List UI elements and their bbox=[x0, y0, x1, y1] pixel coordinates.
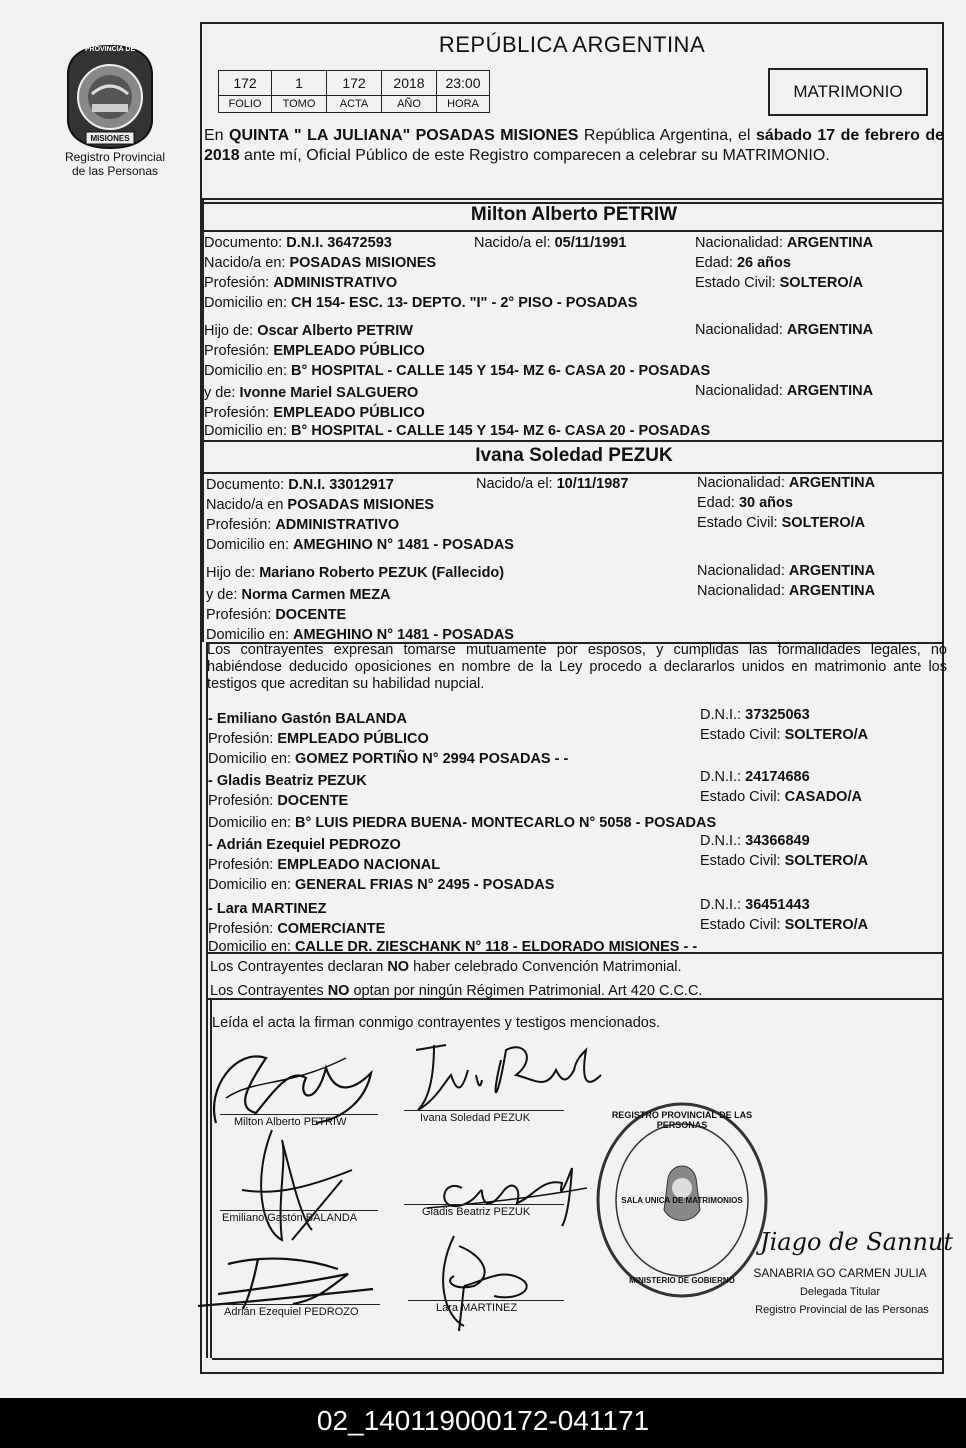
witness-civil-status: SOLTERO/A bbox=[784, 853, 869, 869]
registry-caption: Registro Provincial de las Personas bbox=[64, 150, 166, 178]
witness-profession: DOCENTE bbox=[277, 793, 349, 809]
witness-profession: EMPLEADO NACIONAL bbox=[277, 857, 441, 873]
signature-label: Emiliano Gastón BALANDA bbox=[222, 1212, 358, 1224]
tomo-value: 1 bbox=[272, 71, 327, 96]
witness-name: - Gladis Beatriz PEZUK bbox=[208, 773, 367, 789]
spouse2-profession: ADMINISTRATIVO bbox=[275, 517, 400, 533]
divider bbox=[212, 1358, 944, 1360]
spouse1-birthdate: 05/11/1991 bbox=[554, 235, 627, 251]
seal-bottom-text: MISIONES bbox=[90, 134, 130, 143]
tomo-label: TOMO bbox=[272, 96, 327, 113]
time-value: 23:00 bbox=[437, 71, 490, 96]
spouse2-dni: D.N.I. 33012917 bbox=[288, 477, 394, 493]
official-name: SANABRIA GO CARMEN JULIA bbox=[753, 1266, 927, 1280]
spouse2-father: Mariano Roberto PEZUK (Fallecido) bbox=[259, 565, 505, 581]
spouse2-mother-address: AMEGHINO N° 1481 - POSADAS bbox=[293, 627, 514, 643]
convention-line-2: Los Contrayentes NO optan por ningún Régimen Patrimonial. Art 420 C.C.C. bbox=[210, 983, 703, 999]
signature-label: Milton Alberto PETRIW bbox=[234, 1116, 347, 1128]
spouse1-nationality: ARGENTINA bbox=[786, 235, 874, 251]
seal-top-text: PROVINCIA DE bbox=[84, 46, 136, 53]
witness-name: - Adrián Ezequiel PEDROZO bbox=[208, 837, 401, 853]
divider bbox=[202, 230, 944, 232]
spouse1-mother-nationality: ARGENTINA bbox=[786, 383, 874, 399]
spouse2-birthdate: 10/11/1987 bbox=[556, 476, 629, 492]
witness-profession: EMPLEADO PÚBLICO bbox=[277, 731, 429, 747]
spouse1-profession: ADMINISTRATIVO bbox=[273, 275, 398, 291]
year-value: 2018 bbox=[382, 71, 437, 96]
witness-address: CALLE DR. ZIESCHANK N° 118 - ELDORADO MISIONES - - bbox=[295, 939, 698, 955]
stamp-outer-text: REGISTRO PROVINCIAL DE LAS PERSONAS bbox=[611, 1110, 753, 1130]
witness-dni: 24174686 bbox=[745, 769, 810, 785]
spouse1-father-profession: EMPLEADO PÚBLICO bbox=[273, 343, 425, 359]
spouse2-mother: Norma Carmen MEZA bbox=[241, 587, 391, 603]
page-title: REPÚBLICA ARGENTINA bbox=[438, 32, 706, 57]
convention-line-1: Los Contrayentes declaran NO haber celebrado Convención Matrimonial. bbox=[210, 959, 682, 975]
time-label: HORA bbox=[437, 96, 490, 113]
witness-name: - Emiliano Gastón BALANDA bbox=[208, 711, 407, 727]
spouse1-name: Milton Alberto PETRIW bbox=[470, 204, 678, 225]
spouse2-birthplace: POSADAS MISIONES bbox=[287, 497, 435, 513]
spouse1-mother: Ivonne Mariel SALGUERO bbox=[239, 385, 419, 401]
spouse1-birthplace: POSADAS MISIONES bbox=[289, 255, 437, 271]
spouse1-father-address: B° HOSPITAL - CALLE 145 Y 154- MZ 6- CASA 20 - POSADAS bbox=[291, 363, 711, 379]
document-type-box: MATRIMONIO bbox=[768, 68, 928, 116]
witness-profession: COMERCIANTE bbox=[277, 921, 386, 937]
witness-dni: 34366849 bbox=[745, 833, 810, 849]
signature-label: Adrián Ezequiel PEDROZO bbox=[224, 1306, 359, 1318]
official-organization: Registro Provincial de las Personas bbox=[755, 1304, 929, 1316]
acta-label: ACTA bbox=[327, 96, 382, 113]
witness-civil-status: SOLTERO/A bbox=[784, 917, 869, 933]
intro-paragraph: En QUINTA " LA JULIANA" POSADAS MISIONES República Argentina, el sábado 17 de febrero de 2018 ante mí, Oficial Público de este Registro comparecen a celebrar su MATRIMONIO. bbox=[204, 127, 945, 164]
declaration-paragraph: Los contrayentes expresan tomarse mutuamente por esposos, y cumplidas las formalidades legales, no habiéndose deducido oposiciones en nombre de la Ley procedo a declararlos unidos en matrimonio ante los testigos que acreditan su habilidad nupcial. bbox=[207, 642, 947, 692]
official-signature: Jiago de Sannut bbox=[760, 1228, 954, 1256]
witness-dni: 36451443 bbox=[745, 897, 810, 913]
spouse2-nationality: ARGENTINA bbox=[788, 475, 876, 491]
witness-address: GOMEZ PORTIÑO N° 2994 POSADAS - - bbox=[295, 751, 569, 767]
signature-ivana bbox=[406, 1030, 606, 1120]
acta-value: 172 bbox=[327, 71, 382, 96]
spouse1-mother-profession: EMPLEADO PÚBLICO bbox=[273, 405, 425, 421]
folio-value: 172 bbox=[219, 71, 272, 96]
signature-label: Gladis Beatriz PEZUK bbox=[422, 1206, 531, 1218]
spouse1-civil-status: SOLTERO/A bbox=[779, 275, 864, 291]
folio-label: FOLIO bbox=[219, 96, 272, 113]
spouse1-dni: D.N.I. 36472593 bbox=[286, 235, 392, 251]
divider bbox=[202, 440, 944, 442]
signature-label: Lara MARTINEZ bbox=[436, 1302, 518, 1314]
spouse1-father-nationality: ARGENTINA bbox=[786, 322, 874, 338]
spouse1-mother-address: B° HOSPITAL - CALLE 145 Y 154- MZ 6- CASA 20 - POSADAS bbox=[291, 423, 711, 439]
spouse1-address: CH 154- ESC. 13- DEPTO. "I" - 2° PISO - POSADAS bbox=[291, 295, 638, 311]
spouse2-address: AMEGHINO N° 1481 - POSADAS bbox=[293, 537, 514, 553]
witness-address: B° LUIS PIEDRA BUENA- MONTECARLO N° 5058 - POSADAS bbox=[295, 815, 717, 831]
witness-civil-status: SOLTERO/A bbox=[784, 727, 869, 743]
spouse2-civil-status: SOLTERO/A bbox=[781, 515, 866, 531]
official-role: Delegada Titular bbox=[799, 1286, 881, 1298]
spouse2-mother-nationality: ARGENTINA bbox=[788, 583, 876, 599]
signature-emiliano bbox=[232, 1120, 362, 1250]
spouse2-mother-profession: DOCENTE bbox=[275, 607, 347, 623]
spouse1-father: Oscar Alberto PETRIW bbox=[257, 323, 413, 339]
witness-name: - Lara MARTINEZ bbox=[208, 901, 327, 917]
spouse2-father-nationality: ARGENTINA bbox=[788, 563, 876, 579]
document-code-footer: 02_140119000172-041171 bbox=[0, 1398, 966, 1448]
spouse2-name: Ivana Soledad PEZUK bbox=[475, 445, 673, 466]
reading-statement: Leída el acta la firman conmigo contrayentes y testigos mencionados. bbox=[212, 1015, 661, 1031]
record-codes-table bbox=[218, 70, 490, 113]
stamp-inner-text: SALA UNICA DE MATRIMONIOS bbox=[621, 1196, 743, 1205]
signature-lara bbox=[424, 1226, 574, 1336]
witness-dni: 37325063 bbox=[745, 707, 810, 723]
divider bbox=[202, 198, 944, 200]
signature-label: Ivana Soledad PEZUK bbox=[420, 1112, 531, 1124]
spouse1-age: 26 años bbox=[736, 255, 791, 271]
spouse2-age: 30 años bbox=[738, 495, 793, 511]
year-label: AÑO bbox=[382, 96, 437, 113]
witness-address: GENERAL FRIAS N° 2495 - POSADAS bbox=[295, 877, 555, 893]
witness-civil-status: CASADO/A bbox=[784, 789, 862, 805]
stamp-bottom-text: MINISTERIO DE GOBIERNO bbox=[629, 1276, 735, 1285]
